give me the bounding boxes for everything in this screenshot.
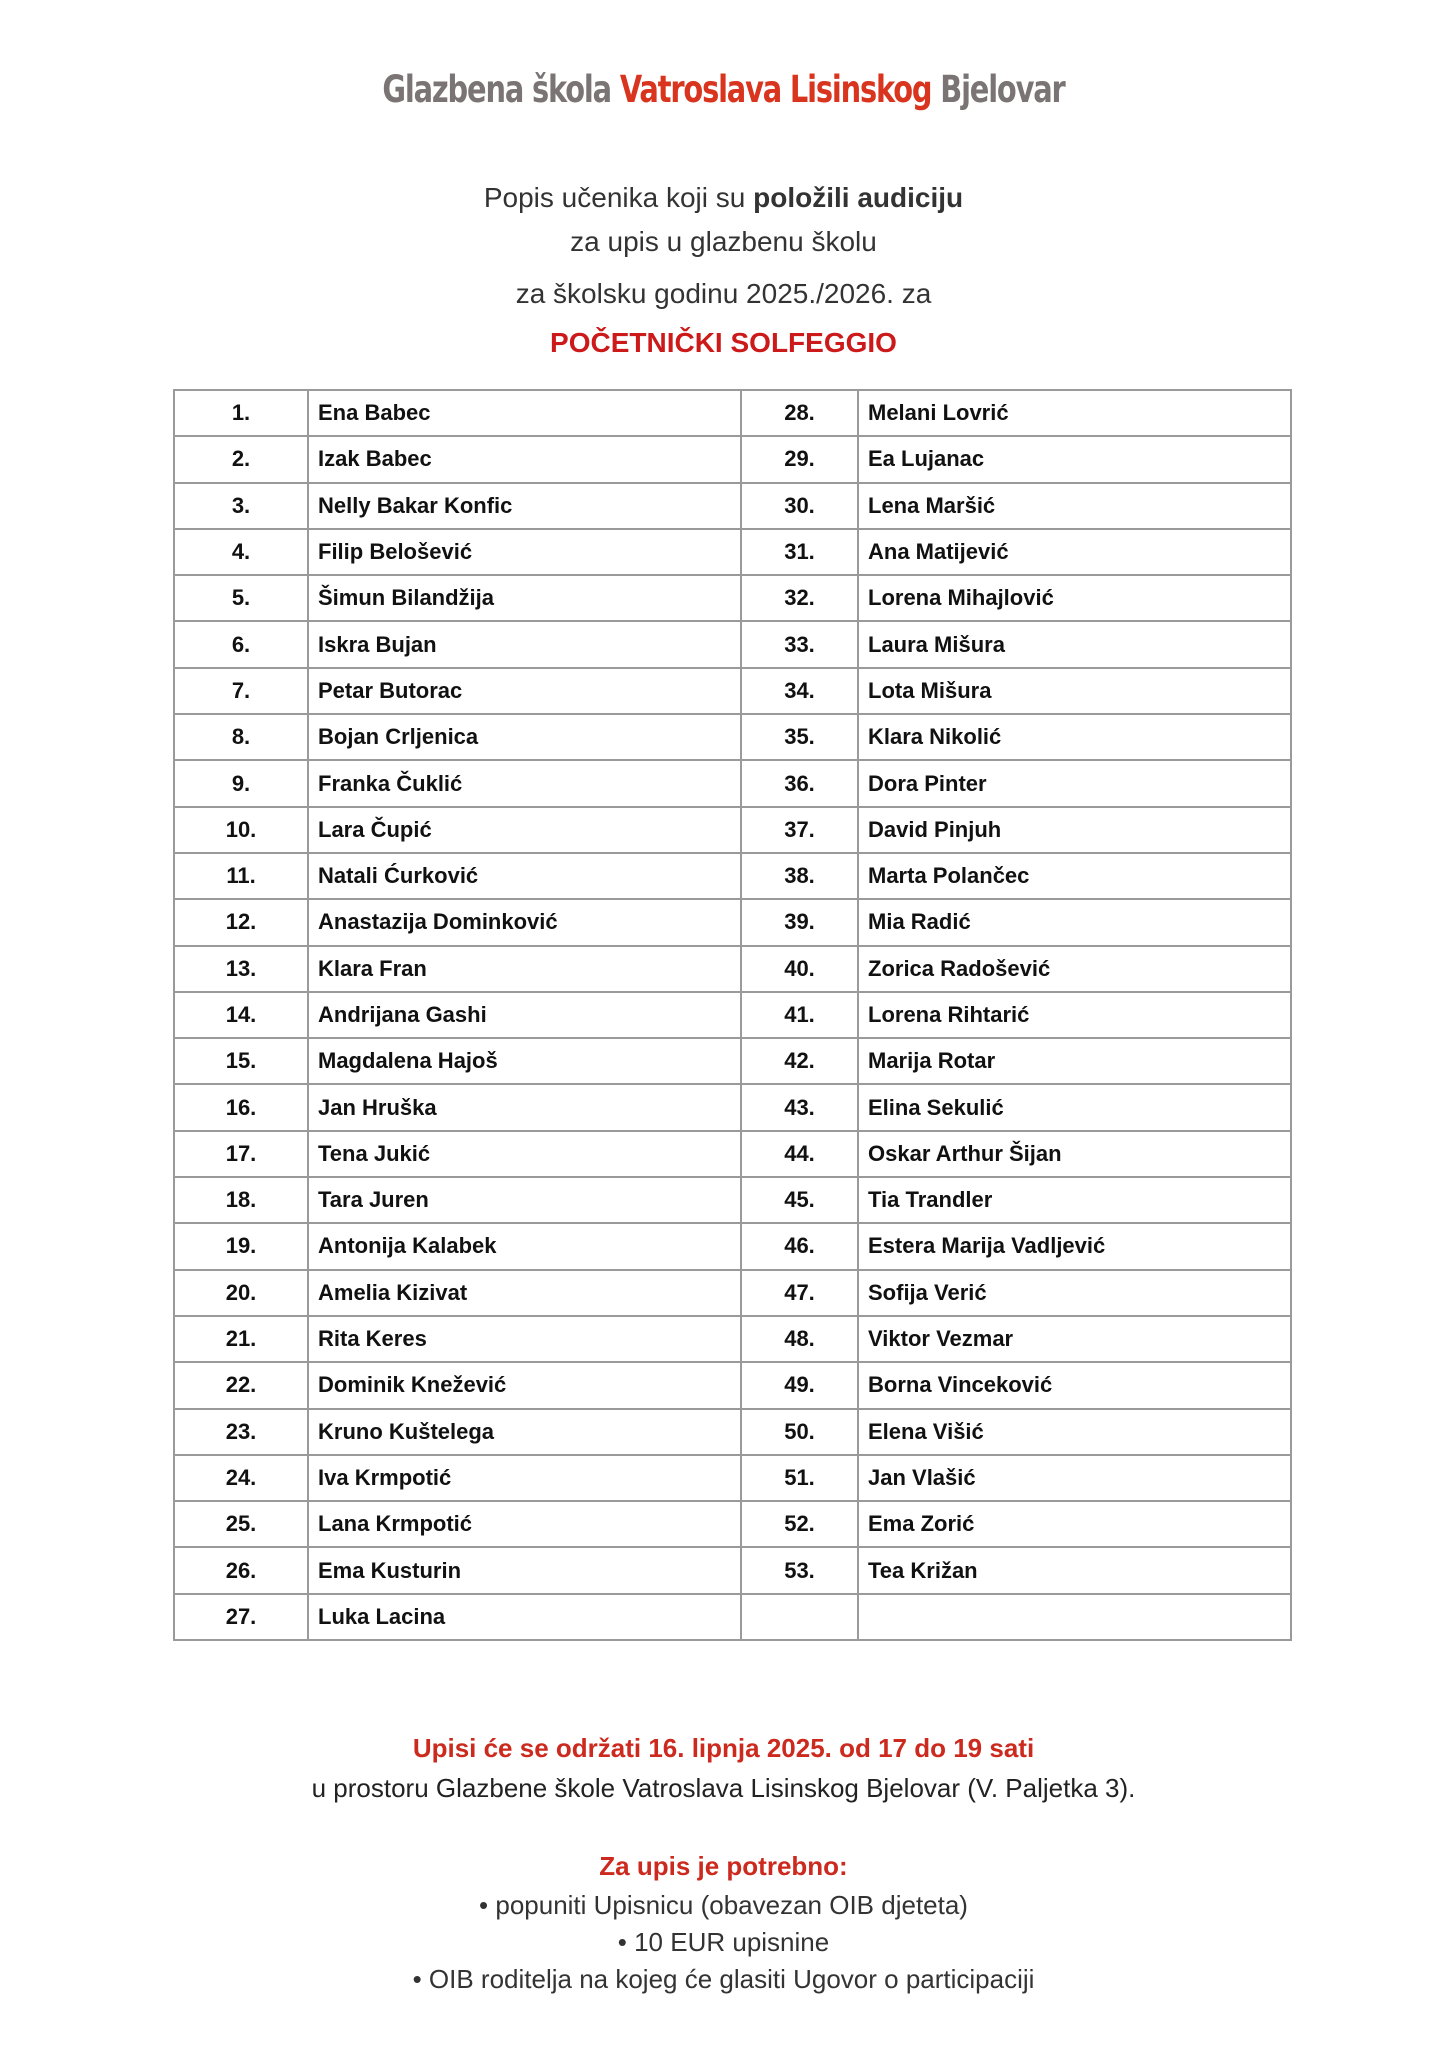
- table-row: [174, 436, 1291, 482]
- right-student-num: 42.: [741, 1038, 858, 1084]
- right-student-name: Estera Marija Vadljević: [858, 1223, 1291, 1269]
- right-student-name: Laura Mišura: [858, 621, 1291, 667]
- left-student-num: 21.: [174, 1316, 308, 1362]
- right-student-name: Ema Zorić: [858, 1501, 1291, 1547]
- right-student-num: [741, 1594, 858, 1640]
- intro-line-1-prefix: Popis učenika koji su: [483, 182, 754, 213]
- requirements-title: Za upis je potrebno:: [599, 1851, 848, 1881]
- right-student-name: Borna Vinceković: [858, 1362, 1291, 1408]
- left-student-num: 3.: [174, 483, 308, 529]
- right-student-num: 47.: [741, 1270, 858, 1316]
- table-row: [174, 714, 1291, 760]
- left-student-num: 23.: [174, 1409, 308, 1455]
- left-student-name: Franka Čuklić: [308, 760, 741, 806]
- table-row: [174, 1547, 1291, 1593]
- school-title-part2: Vatroslava Lisinskog: [619, 68, 932, 111]
- left-student-name: Tara Juren: [308, 1177, 741, 1223]
- table-row: [174, 899, 1291, 945]
- table-row: [174, 1223, 1291, 1269]
- right-student-num: 50.: [741, 1409, 858, 1455]
- students-table: [173, 389, 1292, 1641]
- left-student-num: 4.: [174, 529, 308, 575]
- right-student-name: David Pinjuh: [858, 807, 1291, 853]
- left-student-name: Dominik Knežević: [308, 1362, 741, 1408]
- table-row: [174, 853, 1291, 899]
- right-student-num: 34.: [741, 668, 858, 714]
- left-student-num: 25.: [174, 1501, 308, 1547]
- left-student-num: 1.: [174, 390, 308, 436]
- left-student-name: Tena Jukić: [308, 1131, 741, 1177]
- enrollment-location: u prostoru Glazbene škole Vatroslava Lisinskog Bjelovar (V. Paljetka 3).: [311, 1773, 1136, 1803]
- left-student-num: 9.: [174, 760, 308, 806]
- left-student-name: Iskra Bujan: [308, 621, 741, 667]
- right-student-name: Jan Vlašić: [858, 1455, 1291, 1501]
- right-student-name: Lorena Mihajlović: [858, 575, 1291, 621]
- table-row: [174, 529, 1291, 575]
- table-row: [174, 1501, 1291, 1547]
- left-student-num: 14.: [174, 992, 308, 1038]
- right-student-name: Oskar Arthur Šijan: [858, 1131, 1291, 1177]
- right-student-name: Ea Lujanac: [858, 436, 1291, 482]
- left-student-name: Amelia Kizivat: [308, 1270, 741, 1316]
- table-row: [174, 575, 1291, 621]
- right-student-num: 28.: [741, 390, 858, 436]
- right-student-name: Melani Lovrić: [858, 390, 1291, 436]
- left-student-name: Iva Krmpotić: [308, 1455, 741, 1501]
- school-title-part3: Bjelovar: [931, 68, 1065, 111]
- left-student-num: 18.: [174, 1177, 308, 1223]
- left-student-num: 16.: [174, 1084, 308, 1130]
- left-student-num: 19.: [174, 1223, 308, 1269]
- right-student-name: Viktor Vezmar: [858, 1316, 1291, 1362]
- right-student-num: 44.: [741, 1131, 858, 1177]
- left-student-num: 12.: [174, 899, 308, 945]
- right-student-name: Elina Sekulić: [858, 1084, 1291, 1130]
- table-row: [174, 483, 1291, 529]
- intro-line-3: za školsku godinu 2025./2026. za: [515, 278, 932, 309]
- intro-line-1: [0, 182, 1447, 214]
- left-student-num: 13.: [174, 946, 308, 992]
- right-student-num: 43.: [741, 1084, 858, 1130]
- left-student-name: Lana Krmpotić: [308, 1501, 741, 1547]
- right-student-num: 29.: [741, 436, 858, 482]
- table-row: [174, 1409, 1291, 1455]
- left-student-num: 8.: [174, 714, 308, 760]
- program-title: POČETNIČKI SOLFEGGIO: [550, 327, 897, 358]
- left-student-name: Antonija Kalabek: [308, 1223, 741, 1269]
- school-title: [159, 68, 1288, 111]
- left-student-num: 15.: [174, 1038, 308, 1084]
- left-student-name: Izak Babec: [308, 436, 741, 482]
- requirement-item: • popuniti Upisnicu (obavezan OIB djeteta): [479, 1890, 968, 1920]
- right-student-num: 33.: [741, 621, 858, 667]
- enrollment-date: Upisi će se održati 16. lipnja 2025. od 17 do 19 sati: [412, 1733, 1035, 1763]
- right-student-name: Sofija Verić: [858, 1270, 1291, 1316]
- table-row: [174, 1594, 1291, 1640]
- left-student-num: 27.: [174, 1594, 308, 1640]
- left-student-num: 5.: [174, 575, 308, 621]
- right-student-num: 52.: [741, 1501, 858, 1547]
- left-student-num: 7.: [174, 668, 308, 714]
- right-student-name: Dora Pinter: [858, 760, 1291, 806]
- right-student-name: Elena Višić: [858, 1409, 1291, 1455]
- left-student-name: Rita Keres: [308, 1316, 741, 1362]
- right-student-num: 32.: [741, 575, 858, 621]
- students-table-body: [174, 390, 1291, 1640]
- table-row: [174, 1177, 1291, 1223]
- table-row: [174, 621, 1291, 667]
- school-title-part1: Glazbena škola: [382, 68, 620, 111]
- right-student-name: Ana Matijević: [858, 529, 1291, 575]
- right-student-num: 48.: [741, 1316, 858, 1362]
- right-student-name: Tia Trandler: [858, 1177, 1291, 1223]
- left-student-num: 2.: [174, 436, 308, 482]
- right-student-name: Marija Rotar: [858, 1038, 1291, 1084]
- right-student-num: 37.: [741, 807, 858, 853]
- table-row: [174, 946, 1291, 992]
- left-student-num: 20.: [174, 1270, 308, 1316]
- left-student-name: Luka Lacina: [308, 1594, 741, 1640]
- right-student-num: 36.: [741, 760, 858, 806]
- requirement-item: • OIB roditelja na kojeg će glasiti Ugovor o participaciji: [412, 1964, 1035, 1994]
- right-student-num: 46.: [741, 1223, 858, 1269]
- left-student-num: 11.: [174, 853, 308, 899]
- left-student-num: 24.: [174, 1455, 308, 1501]
- right-student-num: 35.: [741, 714, 858, 760]
- table-row: [174, 1084, 1291, 1130]
- left-student-name: Petar Butorac: [308, 668, 741, 714]
- left-student-name: Jan Hruška: [308, 1084, 741, 1130]
- left-student-name: Lara Čupić: [308, 807, 741, 853]
- left-student-num: 26.: [174, 1547, 308, 1593]
- left-student-name: Kruno Kuštelega: [308, 1409, 741, 1455]
- table-row: [174, 1362, 1291, 1408]
- left-student-name: Ema Kusturin: [308, 1547, 741, 1593]
- table-row: [174, 760, 1291, 806]
- left-student-name: Šimun Bilandžija: [308, 575, 741, 621]
- left-student-name: Andrijana Gashi: [308, 992, 741, 1038]
- right-student-num: 49.: [741, 1362, 858, 1408]
- left-student-name: Ena Babec: [308, 390, 741, 436]
- table-row: [174, 807, 1291, 853]
- right-student-name: Tea Križan: [858, 1547, 1291, 1593]
- right-student-num: 38.: [741, 853, 858, 899]
- table-row: [174, 1455, 1291, 1501]
- left-student-name: Filip Belošević: [308, 529, 741, 575]
- left-student-name: Natali Ćurković: [308, 853, 741, 899]
- right-student-name: Lena Maršić: [858, 483, 1291, 529]
- table-row: [174, 1316, 1291, 1362]
- requirement-item: • 10 EUR upisnine: [617, 1927, 830, 1957]
- intro-line-1-bold: položili audiciju: [753, 182, 964, 213]
- left-student-name: Magdalena Hajoš: [308, 1038, 741, 1084]
- right-student-num: 51.: [741, 1455, 858, 1501]
- right-student-name: Lorena Rihtarić: [858, 992, 1291, 1038]
- table-row: [174, 1270, 1291, 1316]
- left-student-num: 22.: [174, 1362, 308, 1408]
- left-student-num: 6.: [174, 621, 308, 667]
- table-row: [174, 1038, 1291, 1084]
- right-student-num: 53.: [741, 1547, 858, 1593]
- right-student-num: 41.: [741, 992, 858, 1038]
- left-student-name: Anastazija Dominković: [308, 899, 741, 945]
- right-student-name: Mia Radić: [858, 899, 1291, 945]
- left-student-name: Nelly Bakar Konfic: [308, 483, 741, 529]
- right-student-name: Zorica Radošević: [858, 946, 1291, 992]
- right-student-name: Klara Nikolić: [858, 714, 1291, 760]
- right-student-num: 30.: [741, 483, 858, 529]
- right-student-num: 45.: [741, 1177, 858, 1223]
- table-row: [174, 992, 1291, 1038]
- table-row: [174, 1131, 1291, 1177]
- right-student-name: Lota Mišura: [858, 668, 1291, 714]
- table-row: [174, 668, 1291, 714]
- right-student-num: 40.: [741, 946, 858, 992]
- left-student-num: 17.: [174, 1131, 308, 1177]
- right-student-num: 39.: [741, 899, 858, 945]
- right-student-num: 31.: [741, 529, 858, 575]
- left-student-num: 10.: [174, 807, 308, 853]
- left-student-name: Klara Fran: [308, 946, 741, 992]
- right-student-name: [858, 1594, 1291, 1640]
- left-student-name: Bojan Crljenica: [308, 714, 741, 760]
- intro-line-2: za upis u glazbenu školu: [570, 226, 877, 257]
- table-row: [174, 390, 1291, 436]
- right-student-name: Marta Polančec: [858, 853, 1291, 899]
